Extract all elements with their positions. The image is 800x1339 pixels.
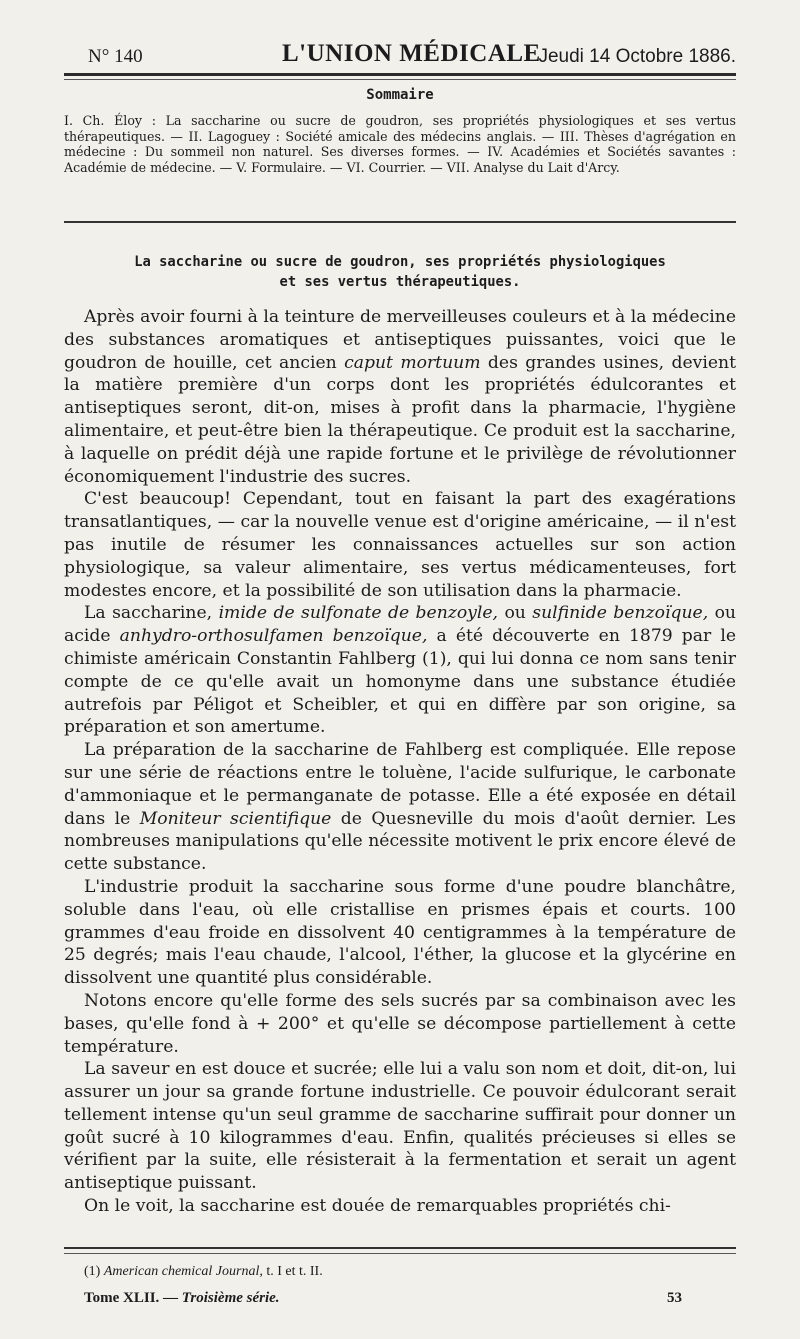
volume-info: Tome XLII. — Troisième série. [84,1290,280,1306]
header-rule [64,73,736,76]
paragraph: Notons encore qu'elle forme des sels sucrés par sa combinaison avec les bases, qu'elle fond à + 200° et qu'elle se décompose partiellement à cette température. [64,990,736,1057]
sommaire-text: I. Ch. Éloy : La saccharine ou sucre de goudron, ses propriétés physiologiques et ses vertus thérapeutiques. — II. Lagoguey : Société amicale des médecins anglais. — III. Thèses d'agrégation en médecine : Du sommeil non naturel. Ses diverses formes. — IV. Académies et Sociétés savantes : Académie de médecine. — V. Formulaire. — VI. Courrier. — VII. Analyse du Lait d'Arcy. [64,113,736,175]
page-number: 53 [667,1290,682,1306]
journal-title: L'UNION MÉDICALE [282,40,541,67]
paragraph: L'industrie produit la saccharine sous forme d'une poudre blanchâtre, soluble dans l'eau, où elle cristallise en prismes épais et courts. 100 grammes d'eau froide en dissolvent 40 centigrammes à la température de 25 degrés; mais l'eau chaude, l'alcool, l'éther, la glucose et la glycérine en dissolvent une quantité plus considérable. [64,876,736,989]
footnote-rule [64,1247,736,1249]
paragraph: La préparation de la saccharine de Fahlberg est compliquée. Elle repose sur une série de réactions entre le toluène, l'acide sulfurique, le carbonate d'ammoniaque et le permanganate de potasse. Elle a été exposée en détail dans le Moniteur scientifique de Quesneville du mois d'août dernier. Les nombreuses manipulations qu'elle nécessite motivent le prix encore élevé de cette substance. [64,740,737,875]
paragraph: Après avoir fourni à la teinture de merveilleuses couleurs et à la médecine des substances aromatiques et antiseptiques puissantes, voici que le goudron de houille, cet ancien caput mortuum des grandes usines, devient la matière première d'un corps dont les propriétés édulcorantes et antiseptiques seront, dit-on, mises à profit dans la pharmacie, l'hygiène alimentaire, et peut-être bien la thérapeutique. Ce produit est la saccharine, à laquelle on prédit déjà une rapide fortune et le privilège de révolutionner économiquement l'industrie des sucres. [64,307,736,487]
issue-date: Jeudi 14 Octobre 1886. [538,46,736,67]
article-title-line-1: La saccharine ou sucre de goudron, ses propriétés physiologiques [134,254,666,270]
paragraph: La saccharine, imide de sulfonate de benzoyle, ou sulfinide benzoïque, ou acide anhydro-orthosulfamen benzoïque, a été découverte en 1879 par le chimiste américain Constantin Fahlberg (1), qui lui donna ce nom sans tenir compte de ce qu'elle avait un homonyme dans une substance étudiée autrefois par Péligot et Scheibler, et qui en diffère par son origine, sa préparation et son amertume. [64,603,736,738]
page-header [88,40,736,70]
article-title-line-2: et ses vertus thérapeutiques. [279,274,521,290]
article-title [64,252,736,292]
article-body [64,306,736,1218]
issue-number: N° 140 [88,46,143,67]
footnote-rule-thin [64,1253,736,1254]
paragraph: La saveur en est douce et sucrée; elle lui a valu son nom et doit, dit-on, lui assurer un jour sa grande fortune industrielle. Ce pouvoir édulcorant serait tellement intense qu'un seul gramme de saccharine suffirait pour donner un goût sucré à 10 kilogrammes d'eau. Enfin, qualités précieuses si elles se vérifient par la suite, elle résisterait à la fermentation et serait un agent antiseptique puissant. [64,1059,736,1194]
paragraph: C'est beaucoup! Cependant, tout en faisant la part des exagérations transatlantiques, — car la nouvelle venue est d'origine américaine, — il n'est pas inutile de résumer les connaissances actuelles sur son action physiologique, sa valeur alimentaire, ses vertus médicamenteuses, fort modestes encore, et la possibilité de son utilisation dans la pharmacie. [64,489,736,601]
sommaire-heading: Sommaire [366,87,434,103]
paragraph: On le voit, la saccharine est douée de remarquables propriétés chi- [84,1196,671,1217]
section-rule [64,221,736,223]
header-rule-thin [64,79,736,80]
footnote: (1) American chemical Journal, t. I et t. II. [84,1264,323,1279]
